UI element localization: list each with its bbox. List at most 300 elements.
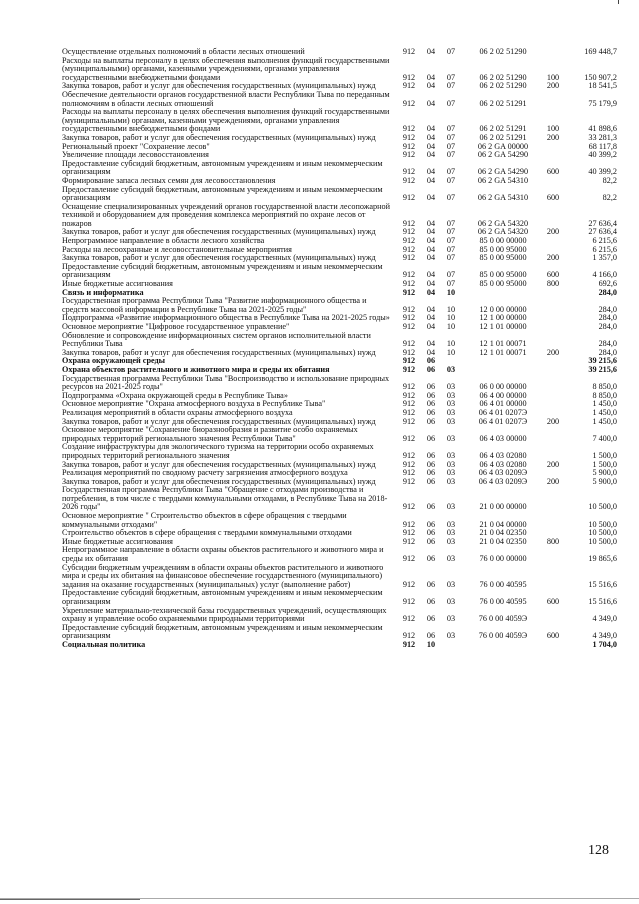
section-code: 04	[426, 175, 436, 185]
subsection-code: 07	[446, 227, 456, 237]
table-row	[62, 186, 617, 203]
subsection-code: 03	[446, 631, 456, 641]
subsection-code: 07	[446, 236, 456, 246]
row-description: Непрограммное направление в области охраны объектов растительного и животного мира и среды их обитания	[62, 545, 384, 564]
section-code: 04	[426, 322, 436, 331]
row-description: Подпрограмма «Охрана окружающей среды в Республике Тыва»	[62, 390, 288, 400]
section-code: 04	[426, 270, 436, 280]
subsection-code: 07	[446, 150, 456, 160]
section-code: 04	[426, 244, 436, 254]
expense-type-code: 200	[546, 347, 560, 357]
expense-type-code: 200	[546, 459, 560, 469]
target-article-code: 06 0 00 00000	[479, 382, 527, 392]
admin-code: 912	[402, 597, 416, 606]
expense-type-code: 100	[546, 124, 560, 134]
target-article-code: 06 2 GA 00000	[477, 141, 529, 151]
section-code: 06	[426, 554, 436, 564]
section-code: 04	[426, 193, 436, 203]
subsection-code: 03	[446, 519, 456, 529]
target-article-code: 06 2 GA 54320	[477, 218, 529, 228]
amount: 284,0	[598, 313, 617, 323]
row-description: Связь и информатика	[62, 287, 144, 297]
amount: 82,2	[602, 193, 617, 203]
admin-code: 912	[402, 244, 416, 254]
target-article-code: 06 4 03 0209Э	[478, 476, 528, 486]
section-row	[62, 641, 617, 650]
admin-code: 912	[402, 382, 416, 392]
target-article-code: 12 1 01 00071	[479, 347, 527, 357]
admin-code: 912	[402, 304, 416, 314]
amount: 10 500,0	[588, 519, 617, 529]
scan-edge-line	[0, 899, 140, 900]
target-article-code: 85 0 00 95000	[479, 279, 527, 289]
row-description: Основное мероприятие "Сохранение биоразнообразия и развитие особо охраняемых природных территорий регионального значения Республики Тыва"	[62, 425, 358, 443]
subsection-code: 03	[446, 579, 456, 589]
target-article-code: 06 2 GA 54310	[477, 193, 529, 203]
target-article-code: 06 4 01 00000	[479, 399, 527, 409]
row-description: Реализация мероприятий в области охраны атмосферного воздуха	[62, 407, 293, 417]
amount: 27 636,4	[588, 218, 617, 228]
section-code: 06	[426, 597, 436, 606]
admin-code: 912	[402, 459, 416, 469]
amount: 10 500,0	[588, 536, 617, 546]
subsection-code: 03	[446, 468, 456, 478]
admin-code: 912	[402, 468, 416, 478]
amount: 5 900,0	[592, 468, 617, 478]
table-row	[62, 332, 617, 349]
section-code: 06	[426, 631, 436, 641]
amount: 39 215,6	[588, 364, 617, 374]
subsection-code: 03	[446, 416, 456, 426]
admin-code: 912	[402, 639, 416, 649]
subsection-code: 10	[446, 322, 456, 331]
row-description: Закупка товаров, работ и услуг для обеспечения государственных (муниципальных) нужд	[62, 416, 376, 426]
target-article-code: 06 2 02 51291	[479, 132, 527, 142]
target-article-code: 12 1 01 00071	[479, 339, 527, 349]
expense-type-code: 600	[546, 193, 560, 203]
target-article-code: 06 2 GA 54310	[477, 175, 529, 185]
row-description: Предоставление субсидий бюджетным, автономным учреждениям и иным некоммерческим организациям	[62, 158, 383, 177]
amount: 39 215,6	[588, 356, 617, 366]
admin-code: 912	[402, 339, 416, 349]
admin-code: 912	[402, 476, 416, 486]
admin-code: 912	[402, 72, 416, 82]
table-row	[62, 426, 617, 443]
subsection-code: 03	[446, 502, 456, 512]
target-article-code: 85 0 00 00000	[479, 236, 527, 246]
amount: 284,0	[598, 322, 617, 331]
subsection-code: 10	[446, 304, 456, 314]
target-article-code: 06 4 00 00000	[479, 390, 527, 400]
row-description: Основное мероприятие "Охрана атмосферного воздуха в Республике Тыва"	[62, 399, 326, 409]
target-article-code: 21 0 04 00000	[479, 519, 527, 529]
target-article-code: 12 1 01 00000	[479, 322, 527, 331]
target-article-code: 06 4 01 0207Э	[478, 407, 528, 417]
table-row	[62, 624, 617, 641]
expense-type-code: 200	[546, 227, 560, 237]
section-code: 04	[426, 347, 436, 357]
row-description: Оснащение специализированных учреждений органов государственной власти лесопожарной техникой и оборудованием для проведения комплекса мероприятий по охране лесов от пожаров	[62, 201, 390, 228]
section-code: 06	[426, 382, 436, 392]
section-code: 06	[426, 476, 436, 486]
amount: 7 400,0	[592, 433, 617, 443]
row-description: Строительство объектов в сфере обращения с твердыми коммунальными отходами	[62, 528, 352, 538]
amount: 1 450,0	[592, 399, 617, 409]
section-code: 06	[426, 519, 436, 529]
amount: 1 450,0	[592, 407, 617, 417]
section-code: 06	[426, 356, 436, 366]
amount: 40 399,2	[588, 167, 617, 177]
amount: 33 281,3	[588, 132, 617, 142]
row-description: Расходы на лесоохранные и лесовосстановительные мероприятия	[62, 244, 292, 254]
subsection-code: 07	[446, 47, 456, 56]
section-code: 04	[426, 304, 436, 314]
row-description: Создание инфраструктуры для экологического туризма на территории особо охраняемых природных территорий регионального значения	[62, 442, 374, 460]
table-row	[62, 512, 617, 529]
table-row	[62, 203, 617, 229]
section-code: 04	[426, 47, 436, 56]
section-code: 04	[426, 132, 436, 142]
subsection-code: 07	[446, 132, 456, 142]
amount: 4 349,0	[592, 614, 617, 624]
section-code: 06	[426, 364, 436, 374]
row-description: Закупка товаров, работ и услуг для обеспечения государственных (муниципальных) нужд	[62, 347, 376, 357]
expense-type-code: 800	[546, 279, 560, 289]
amount: 41 898,6	[588, 124, 617, 134]
subsection-code: 07	[446, 72, 456, 82]
row-description: Охрана объектов растительного и животного мира и среды их обитания	[62, 364, 330, 374]
subsection-code: 03	[446, 407, 456, 417]
admin-code: 912	[402, 167, 416, 177]
section-code: 04	[426, 141, 436, 151]
amount: 15 516,6	[588, 579, 617, 589]
section-code: 04	[426, 313, 436, 323]
admin-code: 912	[402, 150, 416, 160]
target-article-code: 06 2 GA 54320	[477, 227, 529, 237]
admin-code: 912	[402, 450, 416, 460]
subsection-code: 07	[446, 81, 456, 91]
section-code: 06	[426, 450, 436, 460]
expense-type-code: 200	[546, 476, 560, 486]
amount: 1 704,0	[592, 639, 617, 649]
subsection-code: 07	[446, 253, 456, 263]
subsection-code: 03	[446, 476, 456, 486]
target-article-code: 06 2 02 51290	[479, 81, 527, 91]
subsection-code: 07	[446, 218, 456, 228]
subsection-code: 03	[446, 597, 456, 606]
expense-type-code: 200	[546, 253, 560, 263]
admin-code: 912	[402, 554, 416, 564]
admin-code: 912	[402, 416, 416, 426]
target-article-code: 76 0 00 40595	[479, 597, 527, 606]
row-description: Подпрограмма «Развитие информационного общества в Республике Тыва на 2021-2025 годы»	[62, 313, 390, 323]
section-code: 06	[426, 416, 436, 426]
page-number: 128	[588, 843, 609, 858]
target-article-code: 85 0 00 95000	[479, 244, 527, 254]
section-code: 04	[426, 253, 436, 263]
section-code: 06	[426, 390, 436, 400]
target-article-code: 06 2 02 51290	[479, 72, 527, 82]
admin-code: 912	[402, 253, 416, 263]
subsection-code: 07	[446, 124, 456, 134]
admin-code: 912	[402, 528, 416, 538]
table-row	[62, 263, 617, 280]
row-description: Закупка товаров, работ и услуг для обеспечения государственных (муниципальных) нужд	[62, 476, 376, 486]
subsection-code: 07	[446, 175, 456, 185]
subsection-code: 03	[446, 364, 456, 374]
target-article-code: 06 2 GA 54290	[477, 167, 529, 177]
amount: 692,6	[598, 279, 617, 289]
amount: 68 117,8	[588, 141, 617, 151]
subsection-code: 03	[446, 614, 456, 624]
expense-type-code: 600	[546, 270, 560, 280]
admin-code: 912	[402, 47, 416, 56]
target-article-code: 12 0 00 00000	[479, 304, 527, 314]
expense-type-code: 200	[546, 416, 560, 426]
target-article-code: 06 4 03 00000	[479, 433, 527, 443]
admin-code: 912	[402, 236, 416, 246]
expense-type-code: 200	[546, 132, 560, 142]
section-code: 04	[426, 81, 436, 91]
amount: 10 500,0	[588, 502, 617, 512]
target-article-code: 06 2 02 51290	[479, 47, 527, 56]
section-code: 06	[426, 433, 436, 443]
amount: 1 357,0	[592, 253, 617, 263]
section-code: 06	[426, 579, 436, 589]
admin-code: 912	[402, 193, 416, 203]
expense-type-code: 800	[546, 536, 560, 546]
target-article-code: 06 4 03 02080	[479, 450, 527, 460]
subsection-code: 03	[446, 459, 456, 469]
expense-type-code: 100	[546, 72, 560, 82]
section-code: 06	[426, 536, 436, 546]
amount: 169 448,7	[584, 47, 617, 56]
admin-code: 912	[402, 141, 416, 151]
expense-type-code: 600	[546, 167, 560, 177]
amount: 1 500,0	[592, 459, 617, 469]
row-description: Иные бюджетные ассигнования	[62, 279, 173, 289]
admin-code: 912	[402, 132, 416, 142]
target-article-code: 06 2 GA 54290	[477, 150, 529, 160]
row-description: Социальная политика	[62, 639, 146, 649]
target-article-code: 85 0 00 95000	[479, 253, 527, 263]
section-code: 04	[426, 98, 436, 108]
admin-code: 912	[402, 579, 416, 589]
admin-code: 912	[402, 270, 416, 280]
target-article-code: 06 2 02 51291	[479, 124, 527, 134]
section-code: 06	[426, 459, 436, 469]
row-description: Закупка товаров, работ и услуг для обеспечения государственных (муниципальных) нужд	[62, 227, 376, 237]
subsection-code: 07	[446, 244, 456, 254]
amount: 150 907,2	[584, 72, 617, 82]
admin-code: 912	[402, 519, 416, 529]
admin-code: 912	[402, 279, 416, 289]
row-description: Государственная программа Республики Тыва "Воспроизводство и использование природных ресурсов на 2021-2025 годы"	[62, 373, 390, 392]
subsection-code: 03	[446, 399, 456, 409]
section-code: 10	[426, 639, 436, 649]
amount: 284,0	[598, 287, 617, 297]
row-description: Охрана окружающей среды	[62, 356, 166, 366]
row-description: Формирование запаса лесных семян для лесовосстановления	[62, 175, 276, 185]
table-row	[62, 280, 617, 289]
section-code: 06	[426, 399, 436, 409]
admin-code: 912	[402, 631, 416, 641]
amount: 4 349,0	[592, 631, 617, 641]
amount: 40 399,2	[588, 150, 617, 160]
section-code: 06	[426, 407, 436, 417]
row-description: Предоставление субсидий бюджетным, автономным учреждениям и иным некоммерческим организациям	[62, 261, 383, 280]
subsection-code: 10	[446, 339, 456, 349]
subsection-code: 07	[446, 270, 456, 280]
admin-code: 912	[402, 390, 416, 400]
admin-code: 912	[402, 124, 416, 134]
row-description: Иные бюджетные ассигнования	[62, 536, 173, 546]
section-code: 06	[426, 502, 436, 512]
admin-code: 912	[402, 399, 416, 409]
section-code: 04	[426, 124, 436, 134]
table-row	[62, 546, 617, 563]
amount: 19 865,6	[588, 554, 617, 564]
section-code: 04	[426, 279, 436, 289]
row-description: Государственная программа Республики Тыва "Обращение с отходами производства и потребления, в том числе с твердыми коммунальными отходами, в Республике Тыва на 2018-2026 годы"	[62, 485, 388, 512]
row-description: Расходы на выплаты персоналу в целях обеспечения выполнения функций государственными (муниципальными) органами, казенными учреждениями, органами управления государственными внебюджетными фондами	[62, 107, 390, 134]
admin-code: 912	[402, 433, 416, 443]
row-description: Обновление и сопровождение информационных систем органов исполнительной власти Республики Тыва	[62, 330, 371, 349]
admin-code: 912	[402, 502, 416, 512]
row-description: Предоставление субсидий бюджетным, автономным учреждениям и иным некоммерческим организациям	[62, 184, 383, 203]
scan-mark	[618, 0, 619, 4]
admin-code: 912	[402, 356, 416, 366]
row-description: Осуществление отдельных полномочий в области лесных отношений	[62, 47, 305, 56]
section-code: 04	[426, 227, 436, 237]
row-description: Обеспечение деятельности органов государственной власти Республики Тыва по переданным полномочиям в области лесных отношений	[62, 89, 390, 108]
amount: 18 541,5	[588, 81, 617, 91]
admin-code: 912	[402, 536, 416, 546]
section-code: 04	[426, 167, 436, 177]
admin-code: 912	[402, 347, 416, 357]
subsection-code: 07	[446, 98, 456, 108]
amount: 284,0	[598, 339, 617, 349]
expense-type-code: 200	[546, 81, 560, 91]
target-article-code: 85 0 00 95000	[479, 270, 527, 280]
section-code: 04	[426, 287, 436, 297]
row-description: Предоставление субсидий бюджетным, автономным учреждениям и иным некоммерческим организациям	[62, 588, 383, 606]
amount: 4 166,0	[592, 270, 617, 280]
row-description: Основное мероприятие " Строительство объектов в сфере обращения с твердыми коммунальными отходами"	[62, 511, 347, 529]
amount: 6 215,6	[592, 244, 617, 254]
target-article-code: 06 4 03 02080	[479, 459, 527, 469]
row-description: Закупка товаров, работ и услуг для обеспечения государственных (муниципальных) нужд	[62, 459, 376, 469]
row-description: Государственная программа Республики Тыва "Развитие информационного общества и средств массовой информации в Республике Тыва на 2021-2025 годы"	[62, 296, 367, 314]
table-row	[62, 589, 617, 606]
section-code: 04	[426, 72, 436, 82]
target-article-code: 06 4 01 0207Э	[478, 416, 528, 426]
row-description: Предоставление субсидий бюджетным, автономным учреждениям и иным некоммерческим организациям	[62, 622, 383, 641]
admin-code: 912	[402, 407, 416, 417]
target-article-code: 21 0 04 02350	[479, 536, 527, 546]
table-row	[62, 607, 617, 624]
subsection-code: 10	[446, 347, 456, 357]
expense-type-code: 600	[546, 631, 560, 641]
target-article-code: 76 0 00 4059Э	[478, 631, 528, 641]
row-description: Закупка товаров, работ и услуг для обеспечения государственных (муниципальных) нужд	[62, 81, 376, 91]
table-row	[62, 443, 617, 460]
amount: 6 215,6	[592, 236, 617, 246]
amount: 8 850,0	[592, 390, 617, 400]
amount: 284,0	[598, 304, 617, 314]
table-row	[62, 160, 617, 177]
amount: 15 516,6	[588, 597, 617, 606]
amount: 8 850,0	[592, 382, 617, 392]
row-description: Расходы на выплаты персоналу в целях обеспечения выполнения функций государственными (муниципальными) органами, казенными учреждениями, органами управления государственными внебюджетными фондами	[62, 55, 390, 82]
admin-code: 912	[402, 218, 416, 228]
row-description: Реализация мероприятий по сводному расчету загрязнения атмосферного воздуха	[62, 468, 348, 478]
row-description: Непрограммное направление в области лесного хозяйства	[62, 236, 265, 246]
table-row	[62, 486, 617, 512]
target-article-code: 21 0 04 02350	[479, 528, 527, 538]
target-article-code: 06 2 02 51291	[479, 98, 527, 108]
row-description: Закупка товаров, работ и услуг для обеспечения государственных (муниципальных) нужд	[62, 253, 376, 263]
target-article-code: 76 0 00 00000	[479, 554, 527, 564]
table-row	[62, 57, 617, 83]
subsection-code: 03	[446, 433, 456, 443]
table-row	[62, 297, 617, 314]
subsection-code: 07	[446, 279, 456, 289]
row-description: Субсидии бюджетным учреждениям в области охраны объектов растительного и животного мира и среды их обитания на финансовое обеспечение государственного (муниципального) задания на оказание государственных (муниципальных) услуг (выполнение работ)	[62, 562, 384, 589]
target-article-code: 12 1 00 00000	[479, 313, 527, 323]
amount: 27 636,4	[588, 227, 617, 237]
subsection-code: 03	[446, 554, 456, 564]
table-row	[62, 91, 617, 108]
subsection-code: 03	[446, 382, 456, 392]
admin-code: 912	[402, 364, 416, 374]
subsection-code: 03	[446, 450, 456, 460]
row-description: Основное мероприятие "Цифровое государственное управление"	[62, 322, 290, 331]
admin-code: 912	[402, 175, 416, 185]
target-article-code: 76 0 00 4059Э	[478, 614, 528, 624]
target-article-code: 76 0 00 40595	[479, 579, 527, 589]
amount: 82,2	[602, 175, 617, 185]
subsection-code: 03	[446, 390, 456, 400]
expense-type-code: 600	[546, 597, 560, 606]
amount: 5 900,0	[592, 476, 617, 486]
subsection-code: 10	[446, 287, 456, 297]
amount: 10 500,0	[588, 528, 617, 538]
amount: 1 500,0	[592, 450, 617, 460]
section-code: 04	[426, 218, 436, 228]
section-code: 06	[426, 614, 436, 624]
subsection-code: 10	[446, 313, 456, 323]
row-description: Укрепление материально-технической базы государственных учреждений, осуществляющих охрану и управление особо охраняемыми природными территориями	[62, 605, 387, 624]
target-article-code: 21 0 00 00000	[479, 502, 527, 512]
amount: 284,0	[598, 347, 617, 357]
subsection-code: 03	[446, 536, 456, 546]
row-description: Увеличение площади лесовосстановления	[62, 150, 209, 160]
admin-code: 912	[402, 614, 416, 624]
section-code: 04	[426, 339, 436, 349]
row-description: Закупка товаров, работ и услуг для обеспечения государственных (муниципальных) нужд	[62, 132, 376, 142]
admin-code: 912	[402, 81, 416, 91]
table-row	[62, 108, 617, 134]
table-row	[62, 375, 617, 392]
section-code: 04	[426, 236, 436, 246]
admin-code: 912	[402, 322, 416, 331]
admin-code: 912	[402, 98, 416, 108]
amount: 1 450,0	[592, 416, 617, 426]
admin-code: 912	[402, 227, 416, 237]
subsection-code: 03	[446, 528, 456, 538]
subsection-code: 07	[446, 141, 456, 151]
